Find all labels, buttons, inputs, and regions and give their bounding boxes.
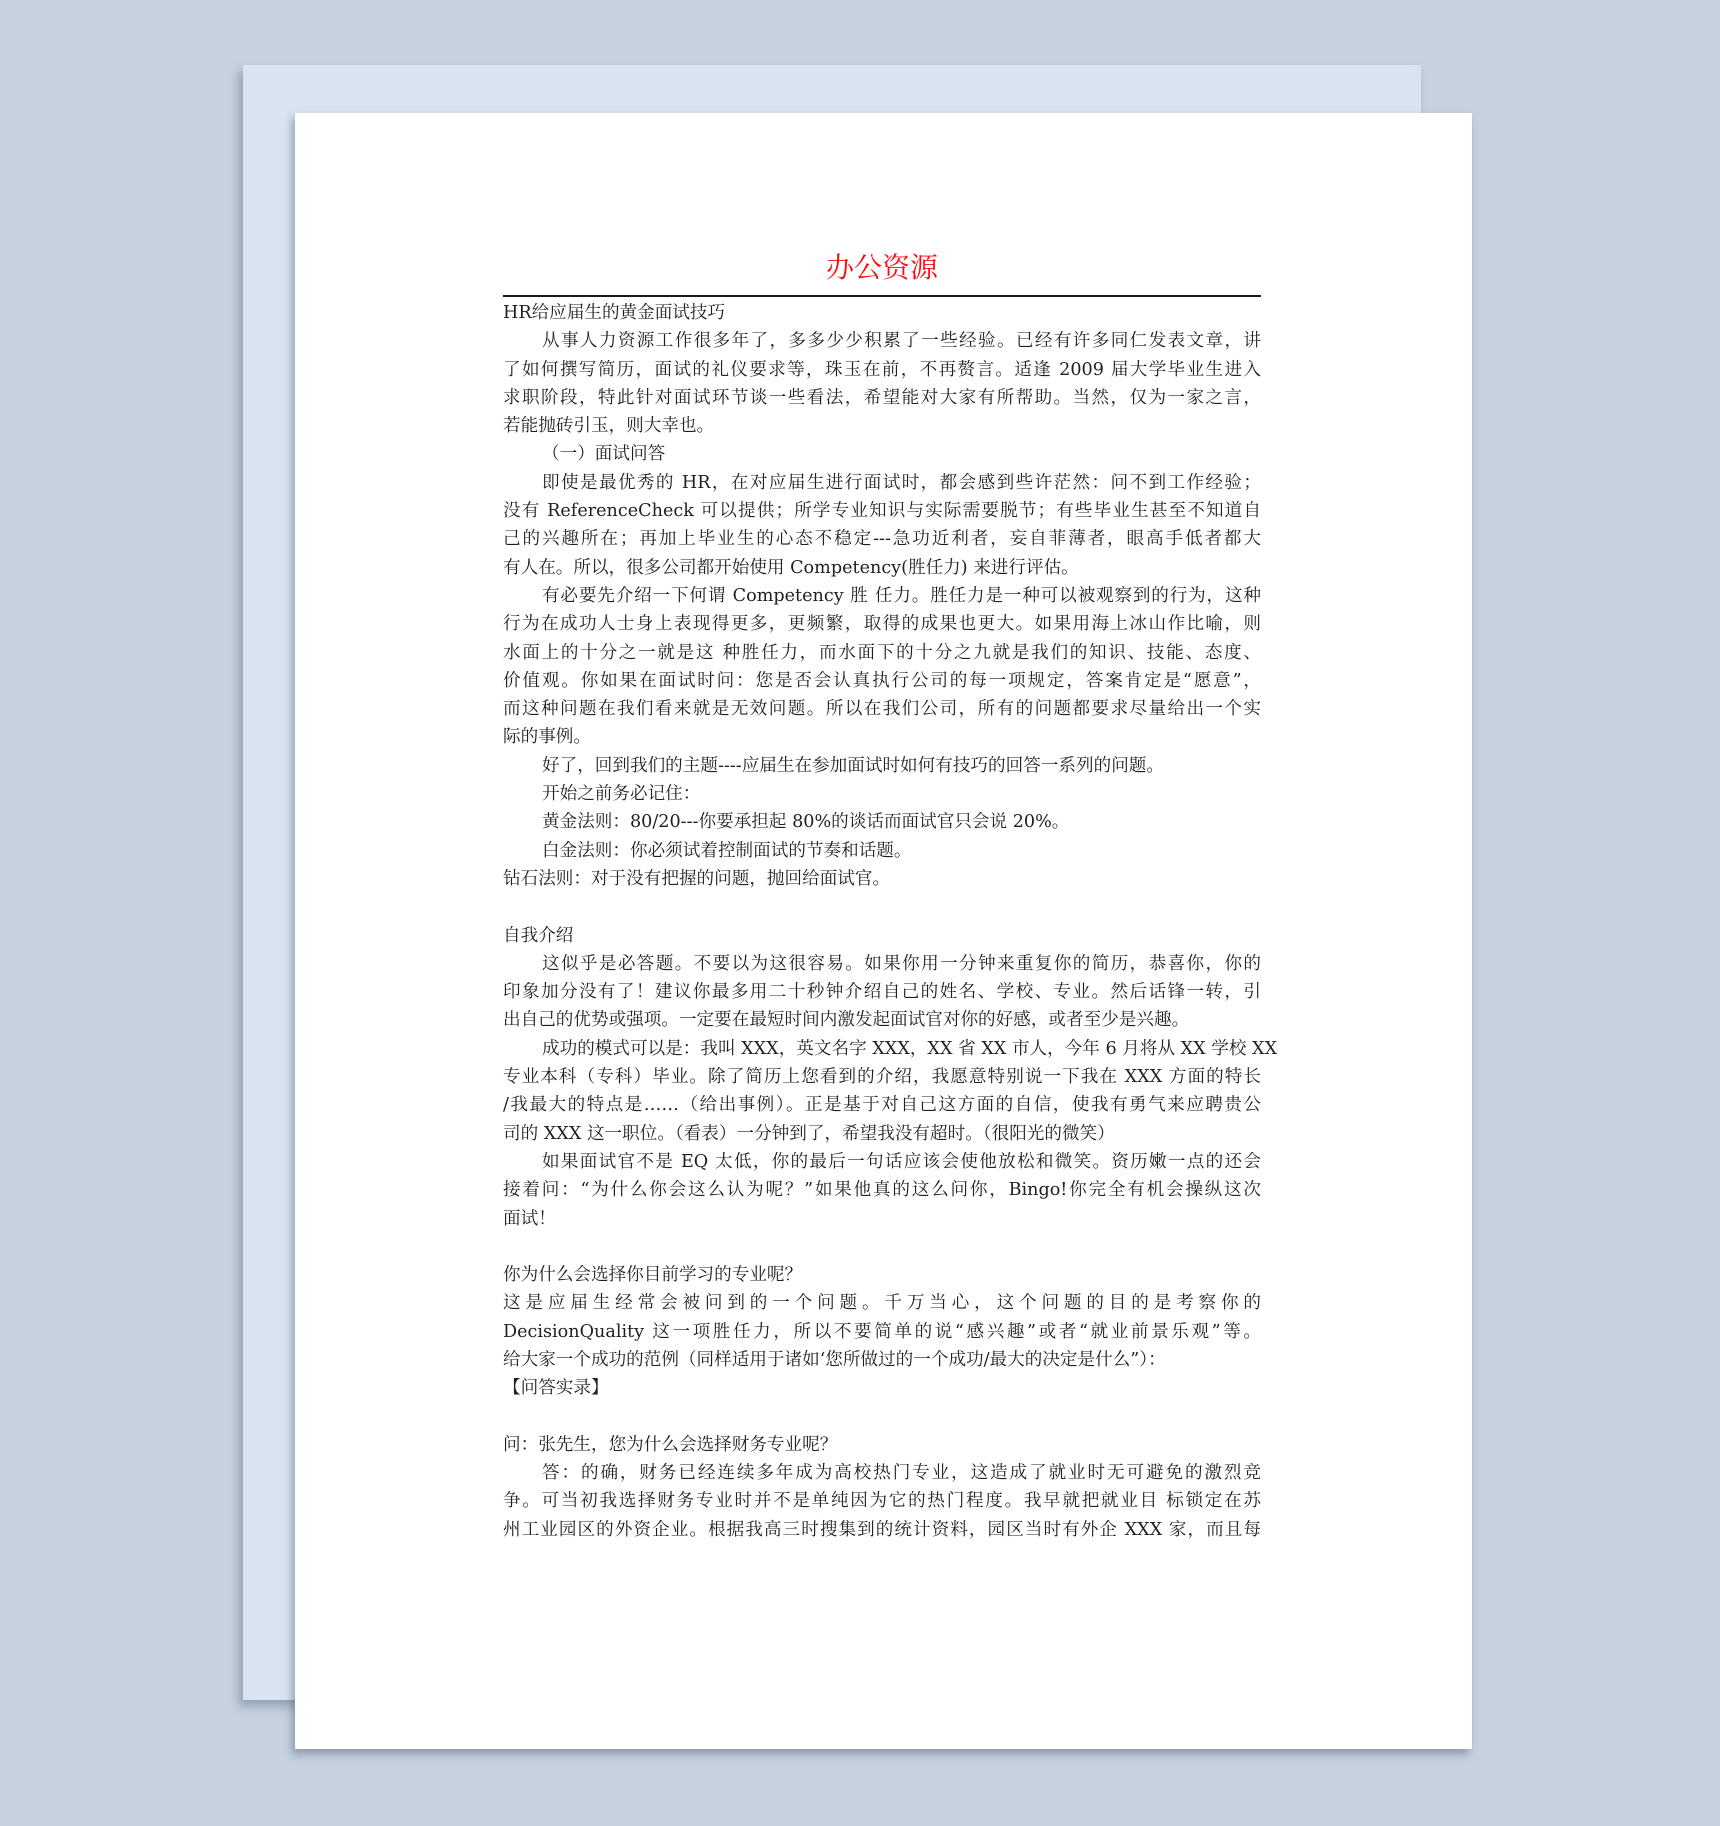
body-line: 若能抛砖引玉，则大幸也。 [503, 416, 715, 437]
body-line: 专业本科（专科）毕业。除了简历上您看到的介绍，我愿意特别说一下我在 XXX 方面的特长 [503, 1067, 1261, 1088]
body-line: 即使是最优秀的 HR，在对应届生进行面试时，都会感到些许茫然：问不到工作经验； [542, 472, 1261, 493]
body-line: 出自己的优势或强项。一定要在最短时间内激发起面试官对你的好感，或者至少是兴趣。 [503, 1010, 1190, 1031]
body-line: 际的事例。 [503, 727, 591, 748]
body-line: /我最大的特点是……（给出事例）。正是基于对自己这方面的自信，使我有勇气来应聘贵公 [503, 1095, 1261, 1116]
body-line: 白金法则：你必须试着控制面试的节奏和话题。 [542, 840, 912, 861]
document-body [503, 327, 1278, 1544]
body-line: 你为什么会选择你目前学习的专业呢？ [503, 1265, 803, 1286]
header-rule [503, 295, 1261, 297]
body-line: 水面上的十分之一就是这 种胜任力，而水面下的十分之九就是我们的知识、技能、态度、 [503, 642, 1261, 663]
body-line: 有必要先介绍一下何谓 Competency 胜 任力。胜任力是一种可以被观察到的行为，这种 [542, 585, 1261, 606]
body-line: （一）面试问答 [542, 444, 666, 465]
body-line: 有人在。所以，很多公司都开始使用 Competency(胜任力) 来进行评估。 [503, 557, 1079, 578]
body-line: 行为在成功人士身上表现得更多，更频繁，取得的成果也更大。如果用海上冰山作比喻，则 [503, 614, 1261, 635]
body-line: 从事人力资源工作很多年了，多多少少积累了一些经验。已经有许多同仁发表文章，讲 [542, 331, 1261, 352]
body-line: 如果面试官不是 EQ 太低，你的最后一句话应该会使他放松和微笑。资历嫩一点的还会 [542, 1151, 1261, 1172]
blank-line [503, 1403, 1261, 1431]
body-line: 面试！ [503, 1208, 556, 1229]
body-line: 司的 XXX 这一职位。（看表）一分钟到了，希望我没有超时。（很阳光的微笑） [503, 1123, 1115, 1144]
body-line: 好了，回到我们的主题----应届生在参加面试时如何有技巧的回答一系列的问题。 [542, 755, 1164, 776]
body-line: 价值观。你如果在面试时问：您是否会认真执行公司的每一项规定，答案肯定是“愿意”， [503, 670, 1261, 691]
body-line: 黄金法则：80/20---你要承担起 80%的谈话而面试官只会说 20%。 [542, 812, 1070, 833]
body-line: 钻石法则：对于没有把握的问题，抛回给面试官。 [503, 868, 891, 889]
body-line: 接着问：“为什么你会这么认为呢？”如果他真的这么问你，Bingo!你完全有机会操纵这次 [503, 1180, 1261, 1201]
document-content [503, 250, 1278, 1544]
body-line: 给大家一个成功的范例（同样适用于诸如‘您所做过的一个成功/最大的决定是什么”）： [503, 1349, 1166, 1370]
body-line: 这是应届生经常会被问到的一个问题。千万当心，这个问题的目的是考察你的 [503, 1293, 1261, 1314]
body-line: 己的兴趣所在；再加上毕业生的心态不稳定---急功近利者，妄自菲薄者，眼高手低者都大 [503, 529, 1261, 550]
blank-line [503, 1233, 1261, 1261]
document-header: 办公资源 [825, 251, 938, 284]
body-line: 【问答实录】 [503, 1378, 609, 1399]
body-line: 而这种问题在我们看来就是无效问题。所以在我们公司，所有的问题都要求尽量给出一个实 [503, 699, 1261, 720]
body-line: 自我介绍 [503, 925, 574, 946]
body-line: DecisionQuality 这一项胜任力，所以不要简单的说“感兴趣”或者“就业前景乐观”等。 [503, 1321, 1261, 1342]
body-line: 开始之前务必记住： [542, 784, 701, 805]
body-line: 印象加分没有了！建议你最多用二十秒钟介绍自己的姓名、学校、专业。然后话锋一转，引 [503, 982, 1261, 1003]
document-title: HR给应届生的黄金面试技巧 [503, 303, 726, 323]
body-line: 求职阶段，特此针对面试环节谈一些看法，希望能对大家有所帮助。当然，仅为一家之言， [503, 387, 1261, 408]
body-line: 答：的确，财务已经连续多年成为高校热门专业，这造成了就业时无可避免的激烈竞 [542, 1463, 1261, 1484]
body-line: 问：张先生，您为什么会选择财务专业呢？ [503, 1434, 838, 1455]
body-line: 这似乎是必答题。不要以为这很容易。如果你用一分钟来重复你的简历，恭喜你，你的 [542, 953, 1261, 974]
body-line: 了如何撰写简历，面试的礼仪要求等，珠玉在前，不再赘言。适逢 2009 届大学毕业生进入 [503, 359, 1261, 380]
blank-line [503, 893, 1261, 921]
body-line: 州工业园区的外资企业。根据我高三时搜集到的统计资料，园区当时有外企 XXX 家，而且每 [503, 1519, 1261, 1540]
body-line: 成功的模式可以是：我叫 XXX，英文名字 XXX，XX 省 XX 市人，今年 6 月将从 XX 学校 XX [542, 1038, 1278, 1059]
body-line: 争。可当初我选择财务专业时并不是单纯因为它的热门程度。我早就把就业目 标锁定在苏 [503, 1491, 1261, 1512]
body-line: 没有 ReferenceCheck 可以提供；所学专业知识与实际需要脱节；有些毕业生甚至不知道自 [503, 501, 1261, 522]
